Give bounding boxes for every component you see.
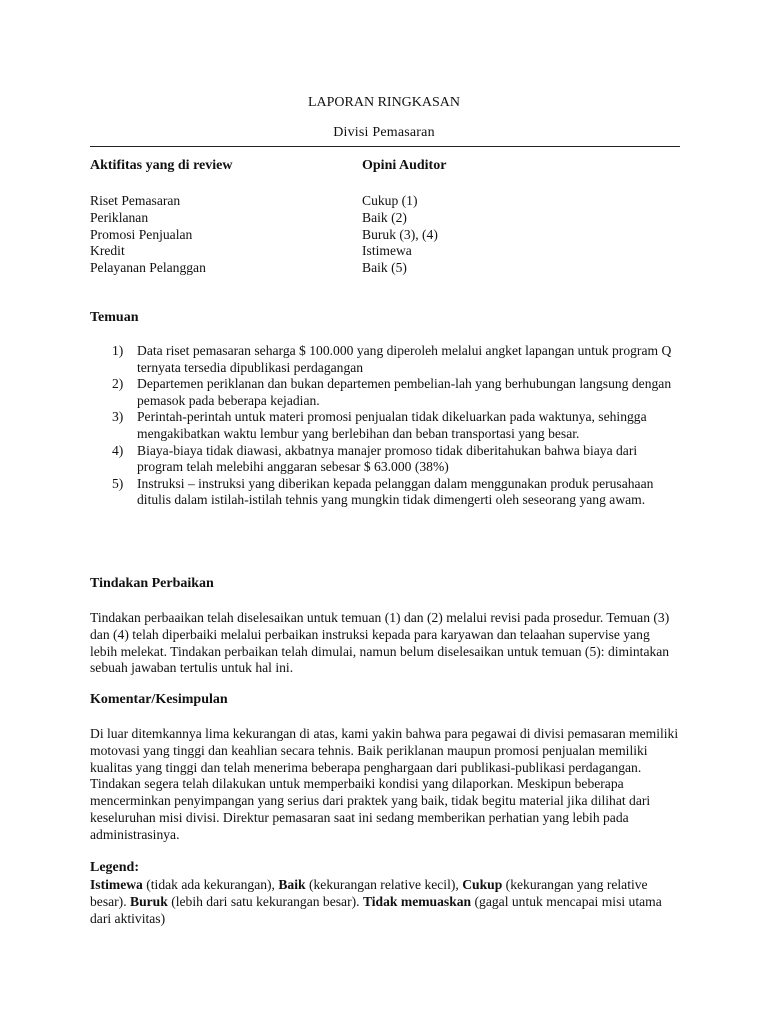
finding-text: Data riset pemasaran seharga $ 100.000 yang diperoleh melalui angket lapangan untuk program Q ternyata tersedia dipublikasi perdagangan <box>137 343 672 375</box>
finding-number: 1) <box>112 343 124 358</box>
corrective-action-heading: Tindakan Perbaikan <box>90 576 214 591</box>
finding-text: Biaya-biaya tidak diawasi, akbatnya manajer promoso tidak diberitahukan bahwa biaya dari program telah melebihi anggaran sebesar $ 63.000 (38%) <box>137 442 638 475</box>
review-row <box>90 243 650 260</box>
activity-column-header: Aktifitas yang di review <box>90 158 233 173</box>
activity-cell: Kredit <box>90 243 125 259</box>
finding-item <box>112 443 680 476</box>
report-subtitle: Divisi Pemasaran <box>333 125 435 140</box>
legend-heading: Legend: <box>90 860 139 875</box>
activity-cell: Promosi Penjualan <box>90 226 193 242</box>
finding-item <box>112 476 680 509</box>
review-row <box>90 210 650 227</box>
legend-desc-excellent: (tidak ada kekurangan), <box>142 877 279 892</box>
finding-text: Instruksi – instruksi yang diberikan kepada pelanggan dalam menggunakan produk perusahaan ditulis dalam istilah-istilah tehnis yang mungkin tidak dimengerti oleh seseorang yang awam. <box>137 475 654 508</box>
finding-text: Departemen periklanan dan bukan departemen pembelian-lah yang berhubungan langsung dengan pemasok pada beberapa kejadian. <box>137 376 672 408</box>
opinion-cell: Istimewa <box>362 243 412 259</box>
review-row <box>90 227 650 244</box>
opinion-column-header: Opini Auditor <box>362 158 447 173</box>
finding-item <box>112 376 680 409</box>
review-table <box>90 193 650 277</box>
legend-term-fair: Cukup <box>462 877 503 892</box>
findings-heading: Temuan <box>90 310 139 325</box>
legend-text <box>90 877 680 927</box>
opinion-cell: Baik (2) <box>362 209 407 225</box>
opinion-cell: Buruk (3), (4) <box>362 226 438 242</box>
legend-term-unsatisfactory: Tidak memuaskan <box>362 893 472 909</box>
finding-item <box>112 343 680 376</box>
legend-term-poor: Buruk <box>130 893 168 909</box>
legend-term-excellent: Istimewa <box>90 877 143 892</box>
review-row <box>90 193 650 210</box>
findings-list <box>112 343 680 509</box>
activity-cell: Pelayanan Pelanggan <box>90 260 206 276</box>
finding-number: 5) <box>112 475 124 491</box>
finding-text: Perintah-perintah untuk materi promosi penjualan tidak dikeluarkan pada waktunya, sehingga mengakibatkan waktu lembur yang berlebihan dan beban transportasi yang besar. <box>137 409 647 441</box>
legend-desc-unsatisfactory: (gagal untuk mencapai misi utama dari aktivitas) <box>90 893 662 926</box>
legend-term-good: Baik <box>278 877 306 892</box>
report-title: LAPORAN RINGKASAN <box>307 95 461 110</box>
legend-desc-fair: (kekurangan yang relative besar). <box>90 877 648 909</box>
header-divider <box>90 146 680 147</box>
legend-desc-poor: (lebih dari satu kekurangan besar). <box>167 893 363 909</box>
opinion-cell: Cukup (1) <box>362 193 418 208</box>
finding-number: 4) <box>112 442 124 458</box>
finding-item <box>112 409 680 442</box>
finding-number: 2) <box>112 376 124 392</box>
conclusion-heading: Komentar/Kesimpulan <box>90 692 228 707</box>
review-row <box>90 260 650 277</box>
legend-desc-good: (kekurangan relative kecil), <box>305 877 463 892</box>
opinion-cell: Baik (5) <box>362 260 407 276</box>
conclusion-text: Di luar ditemkannya lima kekurangan di atas, kami yakin bahwa para pegawai di divisi pemasaran memiliki motovasi yang tinggi dan keahlian secara tehnis. Baik periklanan maupun promosi penjualan memiliki kualitas yang tinggi dan telah menerima beberapa penghargaan dari publikasi-publikasi perdagangan. Tindakan segera telah dilakukan untuk memperbaiki kondisi yang dilaporkan. Meskipun beberapa mencerminkan penyimpangan yang serius dari praktek yang baik, tidak begitu material jika dilihat dari keseluruhan misi divisi. Direktur pemasaran saat ini sedang memberikan perhatian yang lebih pada administrasinya. <box>90 726 679 842</box>
finding-number: 3) <box>112 409 124 425</box>
corrective-action-text: Tindakan perbaaikan telah diselesaikan untuk temuan (1) dan (2) melalui revisi pada prosedur. Temuan (3) dan (4) telah diperbaiki melalui perbaikan instruksi kepada para karyawan dan telaahan supervise yang lebih melekat. Tindakan perbaikan telah dimulai, namun belum diselesaikan untuk temuan (5): dimintakan sebuah jawaban tertulis untuk hal ini. <box>90 610 670 676</box>
activity-cell: Periklanan <box>90 209 149 225</box>
activity-cell: Riset Pemasaran <box>90 193 181 208</box>
